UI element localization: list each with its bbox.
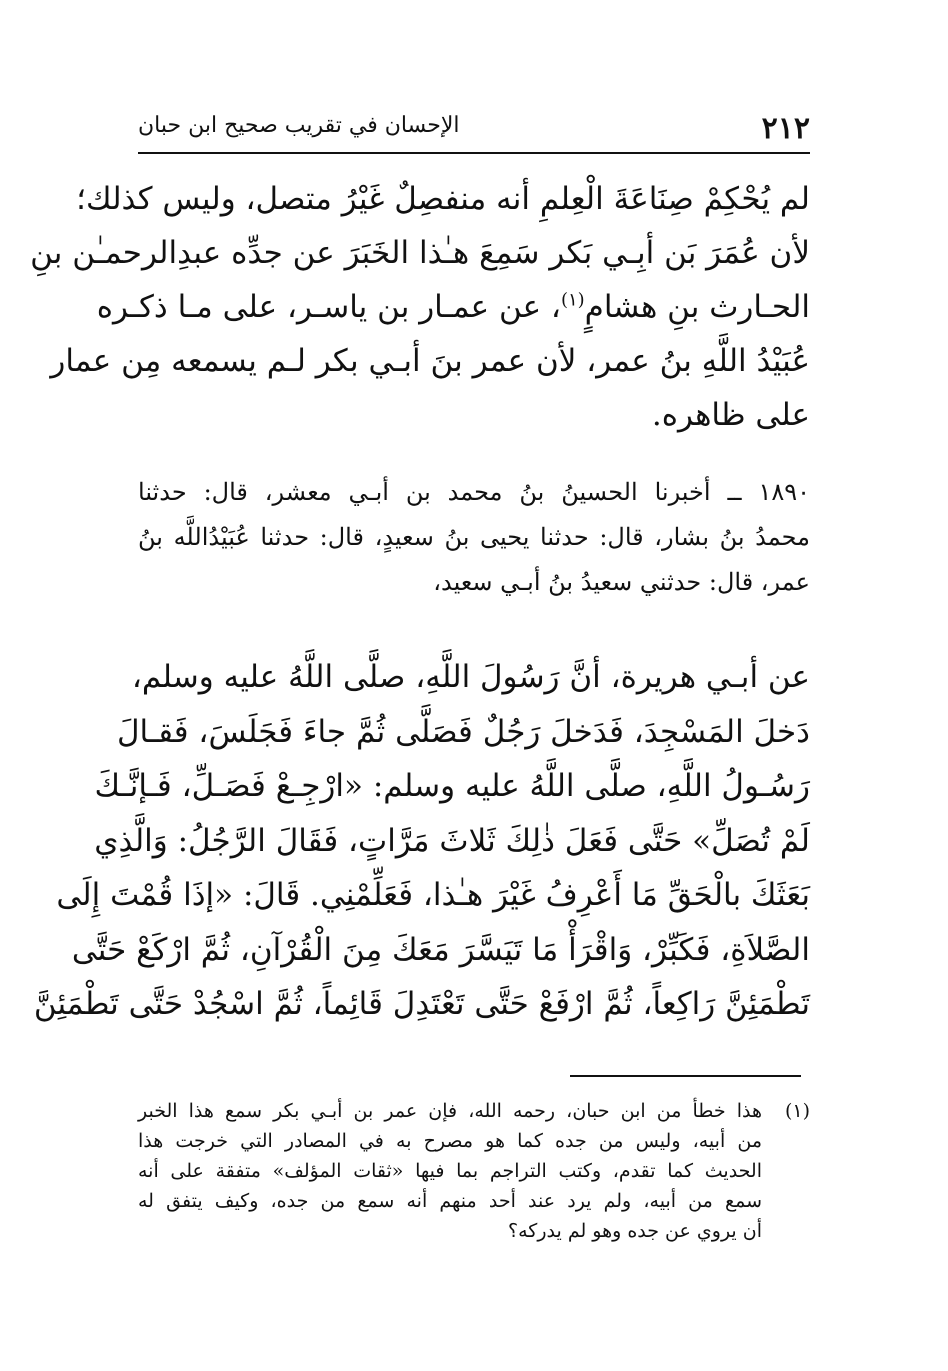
text-line: عُبَيْدُ اللَّهِ بنُ عمر، لأن عمر بنَ أبـي بكر لـم يسمعه مِن عمار <box>50 343 810 379</box>
text-segment: ، عن عمـار بن ياسـر، على مـا ذكـره <box>96 289 561 325</box>
text-line: عمر، قال: حدثني سعيدُ بنُ أبـي سعيد، <box>433 568 810 596</box>
text-line: لَمْ تُصَلِّ» حَتَّى فَعَلَ ذٰلِكَ ثَلاثَ مَرَّاتٍ، فَقَالَ الرَّجُلُ: وَالَّذِي <box>94 822 810 859</box>
footnote-line: أن يروي عن جده وهو لم يدركه؟ <box>508 1220 762 1242</box>
footnote-line: من أبيه، وليس من جده كما هو مصرح به في المصادر التي خرجت هذا <box>138 1130 762 1152</box>
text-line: رَسُـولُ اللَّهِ، صلَّى اللَّهُ عليه وسلم: «ارْجِـعْ فَصَـلِّ، فَـإنَّـكَ <box>94 768 810 804</box>
running-title: الإحسان في تقريب صحيح ابن حبان <box>138 113 460 138</box>
footnote-line: هذا خطأ من ابن حبان، رحمه الله، فإن عمر بن أبـي بكر سمع هذا الخبر <box>138 1100 762 1122</box>
footnote-line: سمع من أبيه، ولم يرد عند أحد منهم أنه سمع من جده، وكيف يتفق له <box>138 1190 762 1212</box>
text-segment: الحـارث بنِ هشامٍ <box>584 289 810 325</box>
text-line: على ظاهره. <box>651 397 810 433</box>
text-line: ١٨٩٠ ــ أخبرنا الحسينُ بنُ محمد بن أبـي معشر، قال: حدثنا <box>138 478 810 506</box>
text-line: لم يُحْكِمْ صِنَاعَةَ الْعِلمِ أنه منفصِلٌ غَيْرُ متصل، وليس كذلك؛ <box>76 181 810 217</box>
footnote-reference: (١) <box>560 289 585 311</box>
text-line: الصَّلاَةِ، فَكَبِّرْ، وَاقْرَأْ مَا تَيَسَّرَ مَعَكَ مِنَ الْقُرْآنِ، ثُمَّ ارْكَعْ حَتَّى <box>71 931 810 968</box>
text-line: عن أبـي هريرة، أنَّ رَسُولَ اللَّهِ، صلَّى اللَّهُ عليه وسلم، <box>131 659 810 695</box>
text-line: محمدُ بنُ بشار، قال: حدثنا يحيى بنُ سعيدٍ، قال: حدثنا عُبَيْدُاللَّه بنُ <box>138 523 810 551</box>
footnote-line: الحديث كما تقدم، وكتب التراجم بما فيها «ثقات المؤلف» متفقة على أنه <box>138 1160 762 1182</box>
text-line: لأن عُمَرَ بَن أبِـي بَكر سَمِعَ هـٰذا الخَبَرَ عن جدِّه عبدِالرحمـٰن بنِ <box>30 235 810 271</box>
text-line-with-footnote <box>96 280 810 334</box>
text-line: دَخلَ المَسْجِدَ، فَدَخلَ رَجُلٌ فَصَلَّى ثُمَّ جاءَ فَجَلَسَ، فَقـالَ <box>117 713 810 750</box>
paragraph-isnad <box>138 470 810 605</box>
footnote-rule <box>570 1075 801 1077</box>
text-line: تَطْمَئِنَّ رَاكِعاً، ثُمَّ ارْفَعْ حَتَّى تَعْتَدِلَ قَائِماً، ثُمَّ اسْجُدْ حَتَّى تَطْمَئِنَّ <box>33 986 810 1022</box>
paragraph-hadith-text <box>33 650 810 1032</box>
paragraph-commentary <box>30 172 810 442</box>
footnote-body <box>138 1096 762 1246</box>
footnote-marker: (١) <box>784 1100 810 1122</box>
header-rule <box>138 152 810 154</box>
page-header <box>138 105 810 153</box>
footnote <box>138 1096 810 1246</box>
page-number: ٢١٢ <box>761 111 810 146</box>
text-line: بَعَثَكَ بالْحَقِّ مَا أَعْرِفُ غَيْرَ هـٰذا، فَعَلِّمْنِي. قَالَ: «إذَا قُمْتَ إِلَى <box>56 877 810 913</box>
